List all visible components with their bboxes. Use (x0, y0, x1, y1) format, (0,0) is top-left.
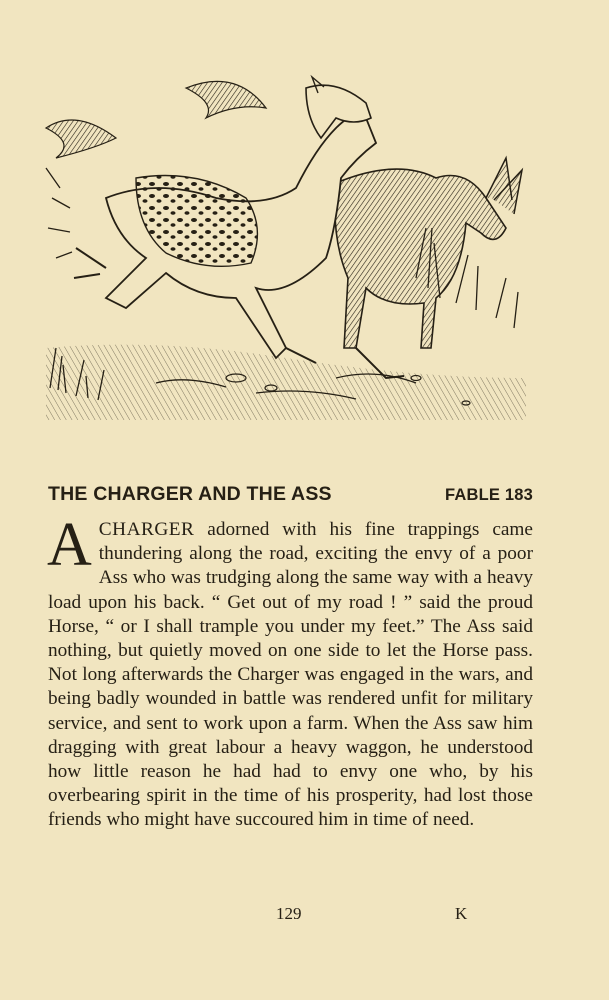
first-word: CHARGER (98, 519, 195, 540)
fable-number: FABLE 183 (445, 486, 533, 504)
fable-heading (48, 483, 533, 506)
signature-mark: K (455, 904, 468, 923)
page-number: 129 (276, 904, 302, 923)
engraving-charger-and-ass (36, 48, 536, 420)
fable-body (47, 511, 533, 833)
fable-title: THE CHARGER AND THE ASS (48, 483, 332, 505)
engraving-svg (36, 48, 536, 420)
body-text: adorned with his fine trappings came thundering along the road, exciting the envy of a poor Ass who was trudging along the same way with a heavy load upon his back. “ Get out of my road ! ” said the proud Horse, “ or I shall trample you under my feet.” The Ass said nothing, but quietly moved on one side to let the Horse pass. Not long afterwards the Charger was engaged in the wars, and being badly wounded in battle was rendered unfit for military service, and sent to work upon a farm. When the Ass saw him dragging with great labour a heavy waggon, he understood how little reason he had had to envy one who, by his overbearing spirit in the time of his prosperity, had lost those friends who might have succoured him in time of need. (48, 519, 533, 831)
drop-cap: A (47, 511, 92, 579)
